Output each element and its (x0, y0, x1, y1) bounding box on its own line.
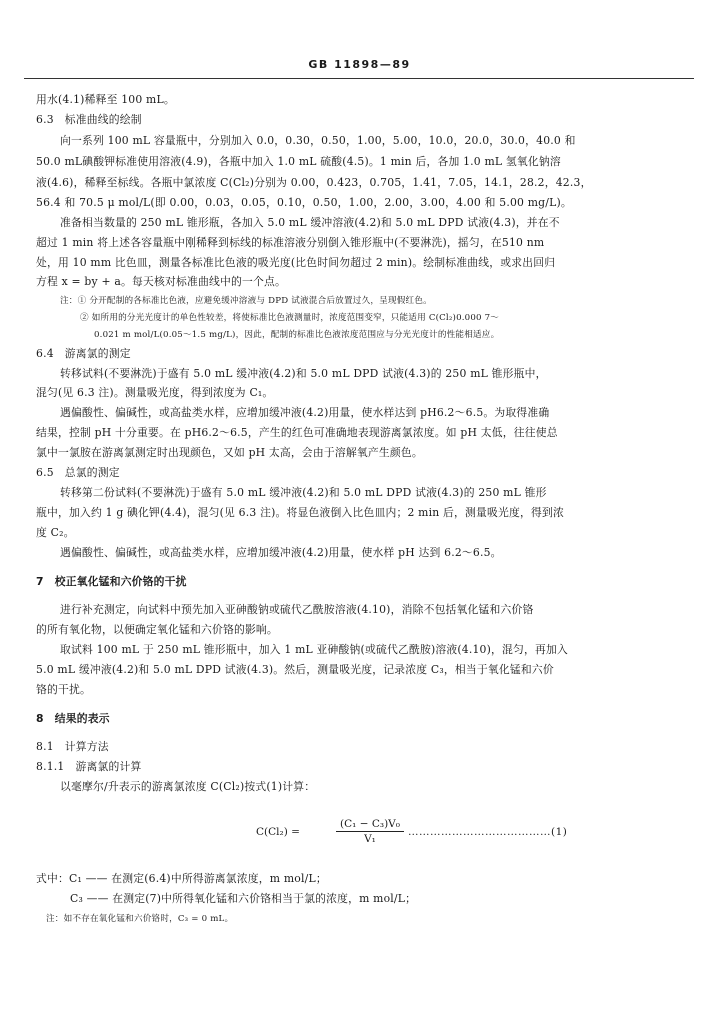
equation-denominator: V₁ (364, 833, 376, 845)
text-line: 的所有氧化物，以便确定氧化锰和六价铬的影响。 (36, 623, 278, 636)
section-heading: 8.1.1 游离氯的计算 (36, 760, 142, 773)
text-line: 遇偏酸性、偏碱性，或高盐类水样，应增加缓冲液(4.2)用量，使水样 pH 达到 6.2～6.5。 (60, 546, 502, 559)
legend-line: C₃ —— 在测定(7)中所得氧化锰和六价铬相当于氯的浓度，m mol/L； (70, 892, 417, 905)
note-line: ② 如所用的分光光度计的单色性较差，将使标准比色液测量时，浓度范围变窄，只能适用 C(Cl₂)0.000 7～ (80, 313, 500, 323)
text-line: 以毫摩尔/升表示的游离氯浓度 C(Cl₂)按式(1)计算： (60, 780, 316, 793)
text-line: 度 C₂。 (36, 526, 75, 539)
text-line: 氯中一氯胺在游离氯测定时出现颜色，又如 pH 太高，会由于溶解氧产生颜色。 (36, 446, 423, 459)
equation-number: …………………………………(1) (408, 826, 568, 838)
text-line: 超过 1 min 将上述各容量瓶中刚稀释到标线的标准溶液分别倒入锥形瓶中(不要淋洗)，摇匀，在510 nm (36, 236, 545, 249)
text-line: 取试料 100 mL 于 250 mL 锥形瓶中，加入 1 mL 亚砷酸钠(或硫代乙酰胺)溶液(4.10)，混匀，再加入 (60, 643, 568, 656)
legend-line: 式中：C₁ —— 在测定(6.4)中所得游离氯浓度，m mol/L； (36, 872, 327, 885)
page-header: GB 11898—89 (308, 58, 411, 71)
header-rule (24, 78, 694, 79)
text-line: 转移试料(不要淋洗)于盛有 5.0 mL 缓冲液(4.2)和 5.0 mL DPD 试液(4.3)的 250 mL 锥形瓶中， (60, 367, 547, 380)
section-heading: 6.4 游离氯的测定 (36, 347, 131, 360)
note-line: 注：① 分开配制的各标准比色液，应避免缓冲溶液与 DPD 试液混合后放置过久，呈现假红色。 (60, 296, 432, 306)
text-line: 5.0 mL 缓冲液(4.2)和 5.0 mL DPD 试液(4.3)。然后，测量吸光度，记录浓度 C₃，相当于氧化锰和六价 (36, 663, 554, 676)
text-line: 液(4.6)，稀释至标线。各瓶中氯浓度 C(Cl₂)分别为 0.00，0.423，0.705，1.41，7.05，14.1，28.2，42.3， (36, 176, 592, 189)
text-line: 方程 x = by + a。每天核对标准曲线中的一个点。 (36, 275, 286, 288)
note-line: 注：如不存在氧化锰和六价铬时，C₃ = 0 mL。 (46, 914, 234, 924)
text-line: 转移第二份试料(不要淋洗)于盛有 5.0 mL 缓冲液(4.2)和 5.0 mL DPD 试液(4.3)的 250 mL 锥形 (60, 486, 547, 499)
text-line: 结果，控制 pH 十分重要。在 pH6.2～6.5，产生的红色可准确地表现游离氯浓度。如 pH 太低，往往使总 (36, 426, 558, 439)
equation-lhs: C(Cl₂) = (256, 826, 300, 838)
text-line: 用水(4.1)稀释至 100 mL。 (36, 93, 175, 106)
text-line: 铬的干扰。 (36, 683, 91, 696)
text-line: 56.4 和 70.5 μ mol/L(即 0.00，0.03，0.05，0.10，0.50，1.00，2.00，3.00，4.00 和 5.00 mg/L)。 (36, 196, 572, 209)
chapter-heading: 8 结果的表示 (36, 712, 110, 725)
chapter-heading: 7 校正氧化锰和六价铬的干扰 (36, 575, 187, 588)
equation-fraction (336, 818, 404, 845)
text-line: 瓶中，加入约 1 g 碘化钾(4.4)，混匀(见 6.3 注)。将显色液倒入比色皿内；2 min 后，测量吸光度，得到浓 (36, 506, 564, 519)
text-line: 混匀(见 6.3 注)。测量吸光度，得到浓度为 C₁。 (36, 386, 274, 399)
section-heading: 6.3 标准曲线的绘制 (36, 113, 142, 126)
equation-numerator: (C₁ − C₃)V₀ (336, 818, 404, 832)
text-line: 处，用 10 mm 比色皿，测量各标准比色液的吸光度(比色时间勿超过 2 min)。绘制标准曲线，或求出回归 (36, 256, 556, 269)
text-line: 向一系列 100 mL 容量瓶中，分别加入 0.0，0.30，0.50，1.00，5.00，10.0，20.0，30.0，40.0 和 (60, 134, 576, 147)
text-line: 50.0 mL碘酸钾标准使用溶液(4.9)，各瓶中加入 1.0 mL 硫酸(4.5)。1 min 后，各加 1.0 mL 氢氧化钠溶 (36, 155, 561, 168)
text-line: 进行补充测定，向试料中预先加入亚砷酸钠或硫代乙酰胺溶液(4.10)，消除不包括氧化锰和六价铬 (60, 603, 534, 616)
note-line: 0.021 m mol/L(0.05～1.5 mg/L)，因此，配制的标准比色液浓度范围应与分光光度计的性能相适应。 (94, 330, 500, 340)
section-heading: 8.1 计算方法 (36, 740, 109, 753)
section-heading: 6.5 总氯的测定 (36, 466, 120, 479)
text-line: 准备相当数量的 250 mL 锥形瓶，各加入 5.0 mL 缓冲溶液(4.2)和 5.0 mL DPD 试液(4.3)，并在不 (60, 216, 560, 229)
text-line: 遇偏酸性、偏碱性，或高盐类水样，应增加缓冲液(4.2)用量，使水样达到 pH6.2～6.5。为取得准确 (60, 406, 550, 419)
